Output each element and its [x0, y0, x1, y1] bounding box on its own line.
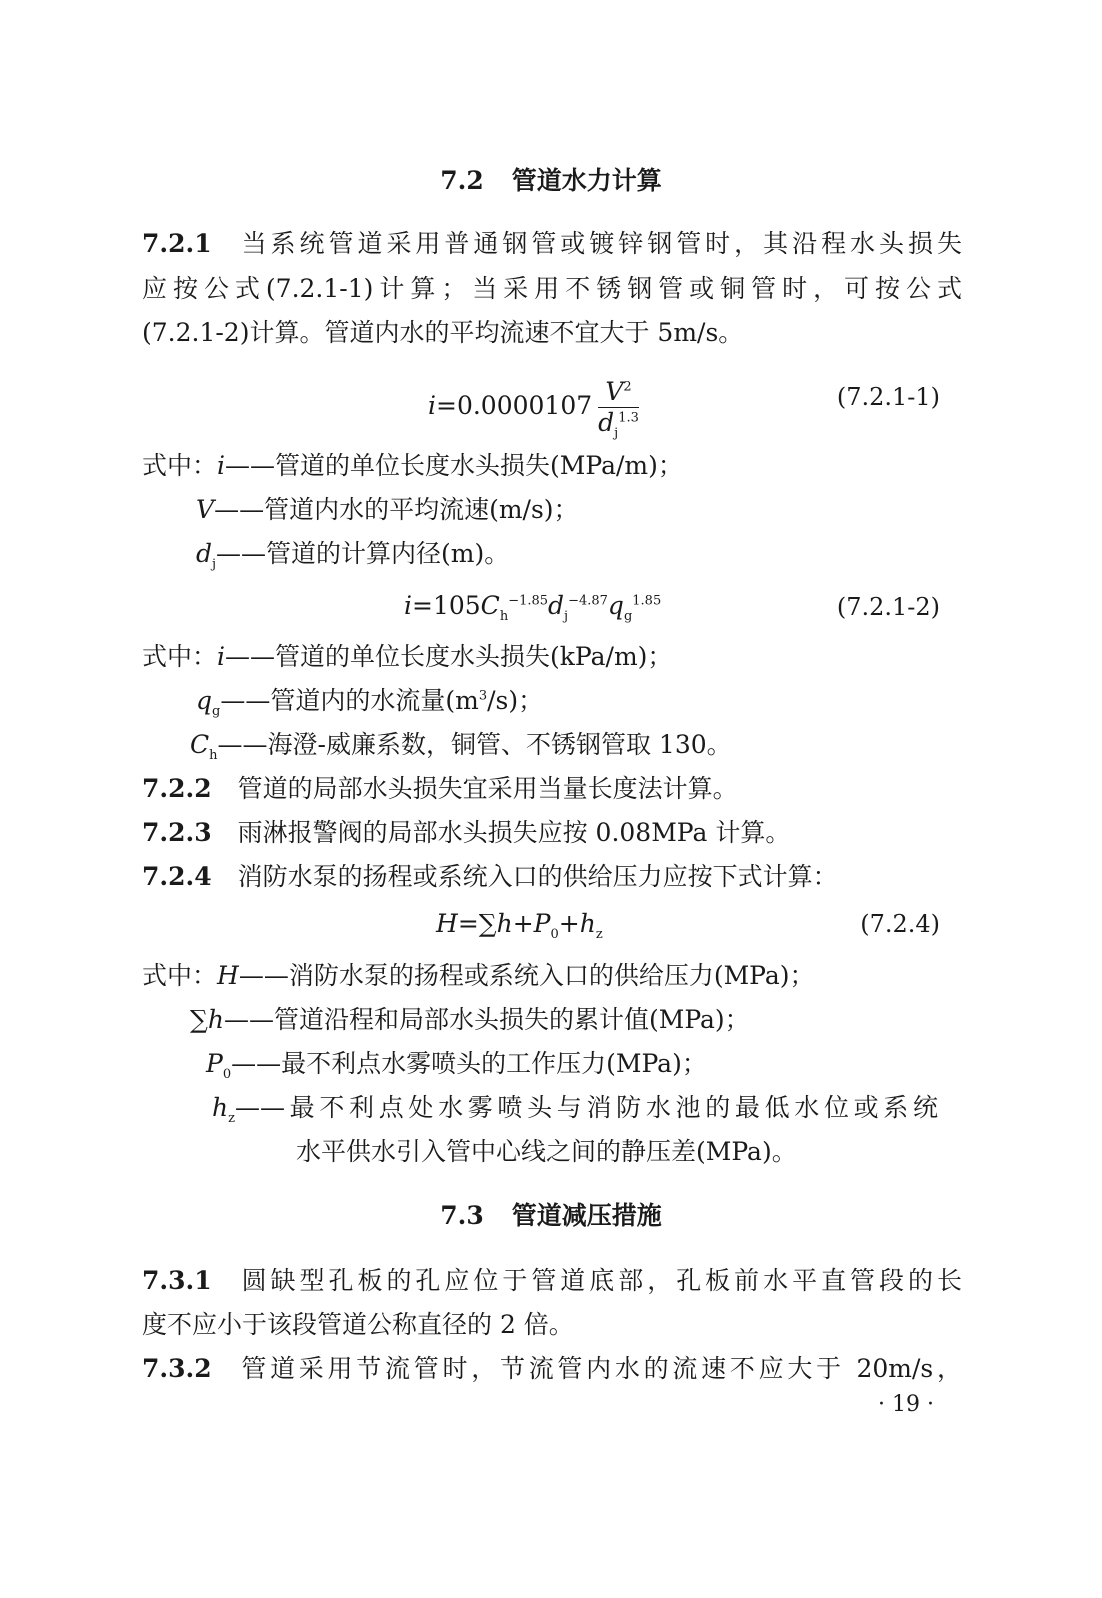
where-ch: $C_h——$海澄-威廉系数，铜管、不锈钢管取 130。	[190, 730, 732, 763]
where-qg: $q_g——$管道内的水流量$(m^3/s)$；	[196, 686, 544, 719]
section-title: 管道减压措施	[511, 1201, 662, 1230]
where-dj: $d_j——$管道的计算内径(m)。	[196, 539, 510, 572]
equation-7-2-4: $H=\sum h+P_0+h_z$	[436, 909, 603, 942]
clause-7-3-1-line-2: 度不应小于该段管道公称直径的 2 倍。	[142, 1310, 574, 1339]
clause-7-2-1-line-2: 应按公式(7.2.1-1)计算；当采用不锈钢管或铜管时，可按公式	[142, 274, 962, 303]
equation-7-2-1-1: i=0.0000107 $\frac{V^2}{d_j^{1.3}}$	[428, 377, 639, 441]
clause-7-2-4: 7.2.4 消防水泵的扬程或系统入口的供给压力应按下式计算：	[142, 862, 838, 891]
equation-7-2-1-2: $i=105C_h^{-1.85}d_j^{-4.87}q_g^{1.85}$	[404, 591, 662, 624]
section-heading-7-2	[0, 164, 1102, 198]
clause-7-3-1-line-1: 7.3.1 圆缺型孔板的孔应位于管道底部，孔板前水平直管段的长	[142, 1266, 962, 1295]
where-v: V——管道内水的平均流速(m/s)；	[196, 495, 579, 524]
where-sum-h: ∑h——管道沿程和局部水头损失的累计值(MPa)；	[190, 1005, 750, 1034]
where-hz-line-2: 水平供水引入管中心线之间的静压差(MPa)。	[296, 1137, 797, 1166]
clause-number: 7.3.1	[142, 1266, 212, 1295]
equation-number: (7.2.1-2)	[836, 593, 940, 621]
where-i-kpa: 式中：i——管道的单位长度水头损失(kPa/m)；	[142, 642, 673, 671]
clause-number: 7.2.4	[142, 862, 212, 891]
section-number: 7.3	[440, 1201, 484, 1230]
clause-7-3-2: 7.3.2 管道采用节流管时，节流管内水的流速不应大于 20m/s，	[142, 1354, 962, 1383]
section-heading-7-3	[0, 1199, 1102, 1233]
clause-number: 7.3.2	[142, 1354, 212, 1383]
equation-number: (7.2.4)	[860, 910, 940, 938]
clause-7-2-1-line-1: 7.2.1 当系统管道采用普通钢管或镀锌钢管时，其沿程水头损失	[142, 229, 962, 258]
where-H: 式中：H——消防水泵的扬程或系统入口的供给压力(MPa)；	[142, 961, 815, 990]
clause-number: 7.2.3	[142, 818, 212, 847]
section-number: 7.2	[440, 166, 484, 195]
clause-7-2-3: 7.2.3 雨淋报警阀的局部水头损失应按 0.08MPa 计算。	[142, 818, 791, 847]
where-i-mpa: 式中：i——管道的单位长度水头损失(MPa/m)；	[142, 451, 683, 480]
fraction: $\frac{V^2}{d_j^{1.3}}$	[598, 377, 639, 441]
clause-7-2-2: 7.2.2 管道的局部水头损失宜采用当量长度法计算。	[142, 774, 738, 803]
clause-number: 7.2.1	[142, 229, 212, 258]
clause-7-2-1-line-3: (7.2.1-2)计算。管道内水的平均流速不宜大于 5m/s。	[142, 318, 744, 347]
equation-number: (7.2.1-1)	[836, 383, 940, 411]
clause-number: 7.2.2	[142, 774, 212, 803]
document-page: 7.2 管道水力计算 7.2.1 当系统管道采用普通钢管或镀锌钢管时，其沿程水头损失 应按公式(7.2.1-1)计算；当采用不锈钢管或铜管时，可按公式 (7.2.1-2)计算。管道内水的平均流速不宜大于 5m/s。 i=0.0000107 $\frac{V^2}{d_j^{1.3}}$ (7.2.1-1) 式中：i——管道的单位长度水头损失(MPa/m)； V——管道内水的平均流速(m/s)； $d_j——$管道的计算内径(m)。 $i=105C_h^{-1.85}d_j^{-4.87}q_g^{1.85}$ (7.2.1-2) 式中：i——管道的单位长度水头损失(kPa/m)； $q_g——$管道内的水流量$(m^3/s)$； $C_h——$海澄-威廉系数，铜管、不锈钢管取 130。 7.2.2 管道的局部水头损失宜采用当量长度法计算。 7.2.3 雨淋报警阀的局部水头损失应按 0.08MPa 计算。 7.2.4 消防水泵的扬程或系统入口的供给压力应按下式计算： $H=\sum h+P_0+h_z$ (7.2.4) 式中：H——消防水泵的扬程或系统入口的供给压力(MPa)； ∑h——管道沿程和局部水头损失的累计值(MPa)； $P_0——$最不利点水雾喷头的工作压力(MPa)； $h_z——$最不利点处水雾喷头与消防水池的最低水位或系统 水平供水引入管中心线之间的静压差(MPa)。 7.3 管道减压措施 7.3.1 圆缺型孔板的孔应位于管道底部，孔板前水平直管段的长 度不应小于该段管道公称直径的 2 倍。 7.3.2 管道采用节流管时，节流管内水的流速不应大于 20m/s， · 19 ·	[0, 0, 1102, 1598]
section-title: 管道水力计算	[511, 166, 662, 195]
where-P0: $P_0——$最不利点水雾喷头的工作压力(MPa)；	[206, 1049, 707, 1082]
where-hz-line-1: $h_z——$最不利点处水雾喷头与消防水池的最低水位或系统	[212, 1093, 938, 1126]
